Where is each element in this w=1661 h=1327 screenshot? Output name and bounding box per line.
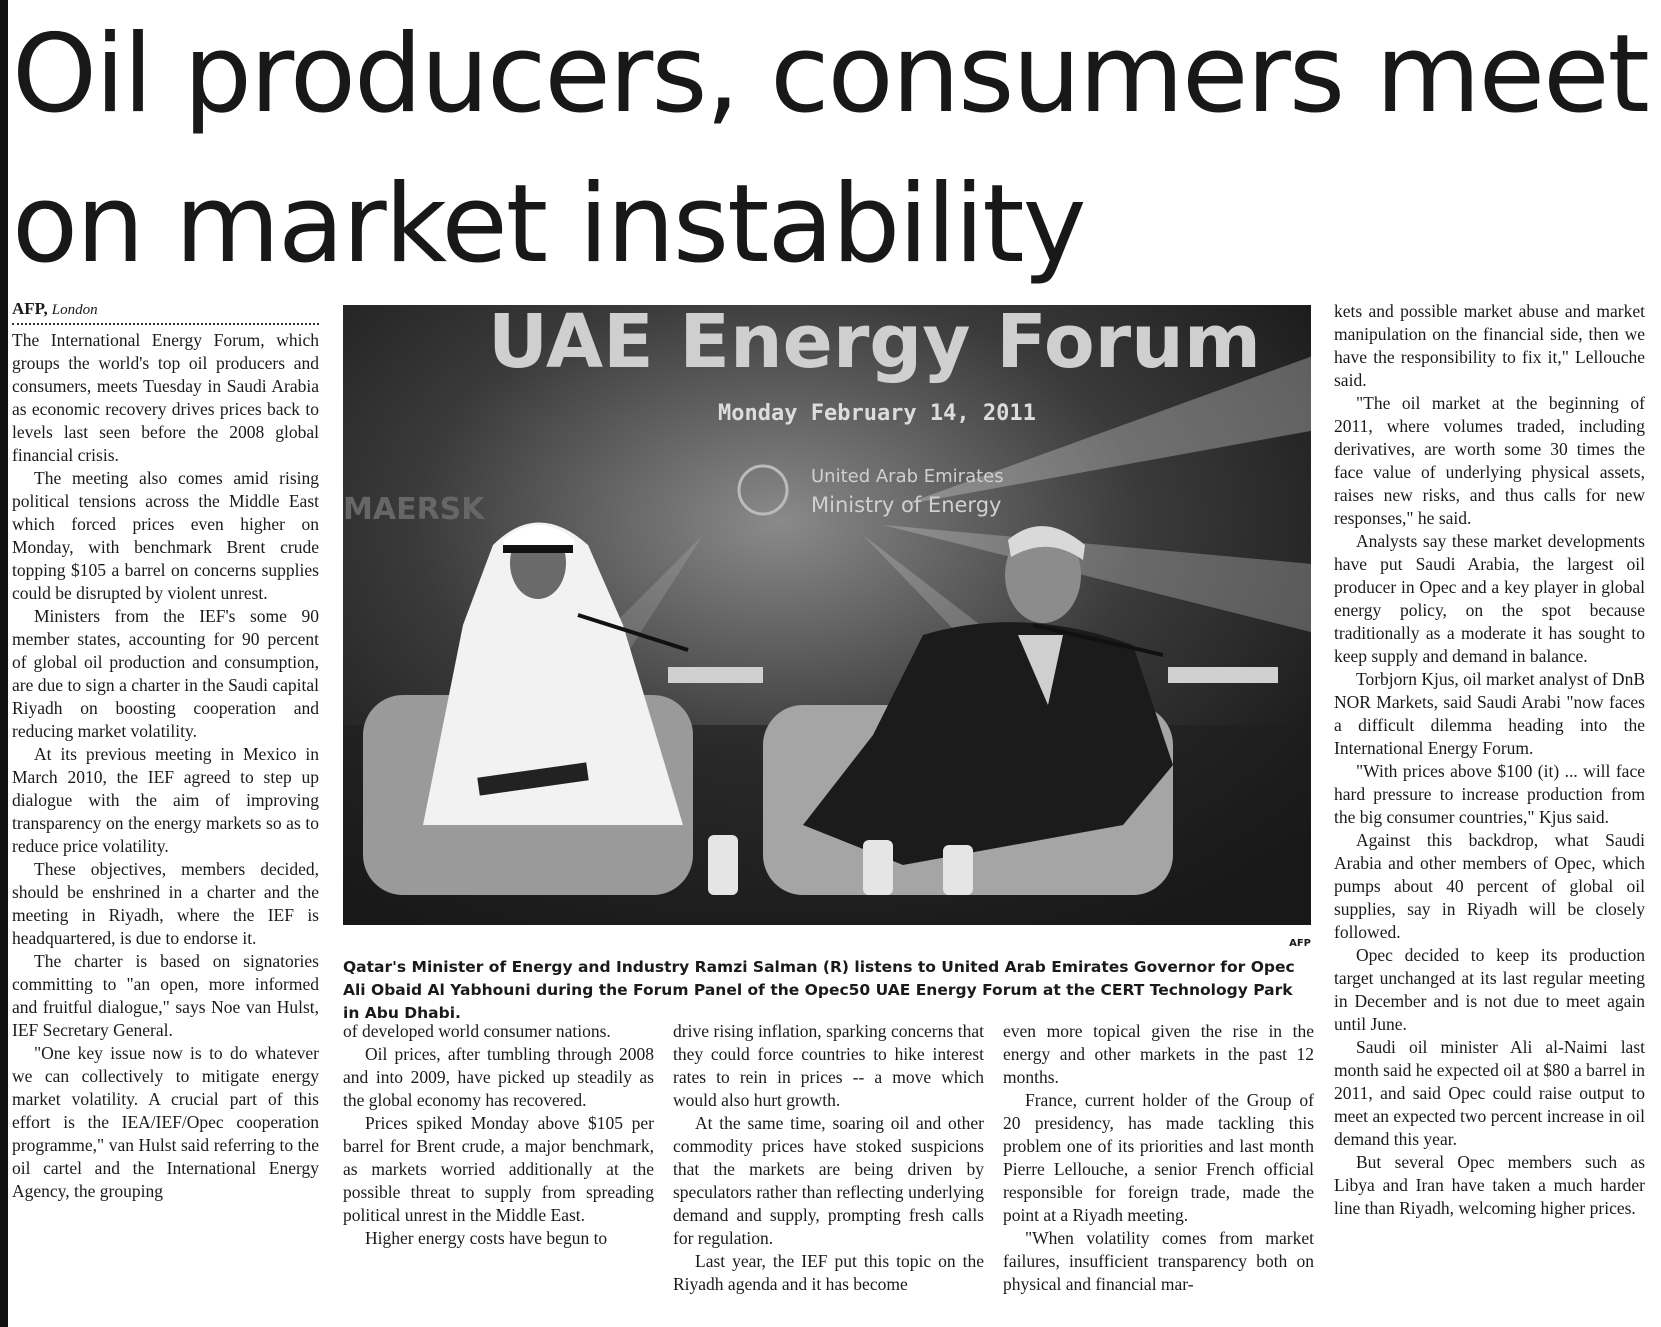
- paragraph: At its previous meeting in Mexico in March 2010, the IEF agreed to step up dialogue with the aim of improving transparency on the energy markets so as to reduce price volatility.: [12, 744, 319, 856]
- side-table-left: [668, 667, 763, 683]
- article-column-5: [1334, 300, 1645, 1220]
- paragraph: Saudi oil minister Ali al-Naimi last month said he expected oil at $80 a barrel in 2011, and said Opec could raise output to meet an expected two percent increase in oil demand this year.: [1334, 1037, 1645, 1149]
- side-table-right: [1168, 667, 1278, 683]
- byline-agency: AFP,: [12, 299, 48, 318]
- paragraph: "One key issue now is to do whatever we can collectively to mitigate energy market volatility. A crucial part of this effort is the IEA/IEF/Opec cooperation programme," van Hulst said referring to the oil cartel and the International Energy Agency, the grouping: [12, 1043, 319, 1201]
- paragraph: Last year, the IEF put this topic on the Riyadh agenda and it has become: [673, 1251, 984, 1294]
- speaker-left-agal: [503, 545, 573, 553]
- paragraph: "With prices above $100 (it) ... will face hard pressure to increase production from the big consumer countries," Kjus said.: [1334, 761, 1645, 827]
- screen-side-logo: MAERSK: [343, 492, 485, 527]
- water-bottle: [708, 835, 738, 895]
- paragraph: Ministers from the IEF's some 90 member states, accounting for 90 percent of global oil production and consumption, are due to sign a charter in the Saudi capital Riyadh on boosting cooperation and reducing market volatility.: [12, 606, 319, 741]
- paragraph: Opec decided to keep its production target unchanged at its last regular meeting in December and is not due to meet again until June.: [1334, 945, 1645, 1034]
- paragraph: The meeting also comes amid rising political tensions across the Middle East which forced prices even higher on Monday, with benchmark Brent crude topping $105 a barrel on concerns supplies could be disrupted by violent unrest.: [12, 468, 319, 603]
- paragraph: of developed world consumer nations.: [343, 1021, 611, 1041]
- paragraph: Analysts say these market developments have put Saudi Arabia, the largest oil producer in Opec and a key player in global energy policy, on the spot because traditionally as a moderate it has sought to keep supply and demand in balance.: [1334, 531, 1645, 666]
- article-column-1: [12, 298, 319, 1203]
- byline: [12, 298, 319, 321]
- article-column-4: [1003, 1020, 1314, 1296]
- paragraph: But several Opec members such as Libya and Iran have taken a much harder line than Riyadh, welcoming higher prices.: [1334, 1152, 1645, 1218]
- paragraph: even more topical given the rise in the energy and other markets in the past 12 months.: [1003, 1021, 1314, 1087]
- screen-title: UAE Energy Forum: [488, 305, 1261, 385]
- paragraph: The charter is based on signatories committing to "an open, more informed and fruitful dialogue," says Noe van Hulst, IEF Secretary General.: [12, 951, 319, 1040]
- article-column-3: [673, 1020, 984, 1296]
- news-photo: [343, 305, 1311, 925]
- paragraph: "The oil market at the beginning of 2011, where volumes traded, including derivatives, are worth some 30 times the face value of underlying physical assets, raises new risks, and thus calls for new responses," he said.: [1334, 393, 1645, 528]
- paragraph: Oil prices, after tumbling through 2008 and into 2009, have picked up steadily as the global economy has recovered.: [343, 1044, 654, 1110]
- byline-place: London: [51, 302, 98, 318]
- page-edge-bar: [0, 0, 8, 1327]
- water-bottle: [943, 845, 973, 895]
- paragraph: drive rising inflation, sparking concerns that they could force countries to hike interest rates to rein in prices -- a move which would also hurt growth.: [673, 1021, 984, 1110]
- article-column-2: [343, 1020, 654, 1250]
- paragraph: At the same time, soaring oil and other commodity prices have stoked suspicions that the markets are being driven by speculators rather than reflecting underlying demand and supply, prompting fresh calls for regulation.: [673, 1113, 984, 1248]
- water-bottle: [863, 840, 893, 895]
- paragraph: Prices spiked Monday above $105 per barrel for Brent crude, a major benchmark, as markets worried additionally at the possible threat to supply from spreading political unrest in the Middle East.: [343, 1113, 654, 1225]
- photo-caption: Qatar's Minister of Energy and Industry Ramzi Salman (R) listens to United Arab Emirates Governor for Opec Ali Obaid Al Yabhouni during the Forum Panel of the Opec50 UAE Energy Forum at the CERT Technology Park in Abu Dhabi.: [343, 958, 1295, 1022]
- screen-org-line2: Ministry of Energy: [811, 493, 1002, 517]
- photo-credit: AFP: [1289, 938, 1311, 949]
- screen-date: Monday February 14, 2011: [718, 401, 1036, 426]
- screen-org-line1: United Arab Emirates: [811, 466, 1004, 487]
- paragraph: These objectives, members decided, should be enshrined in a charter and the meeting in Riyadh, where the IEF is headquartered, is due to endorse it.: [12, 859, 319, 948]
- headline: Oil producers, consumers meet on market instability: [12, 12, 1648, 287]
- paragraph: Higher energy costs have begun to: [365, 1228, 608, 1248]
- paragraph: "When volatility comes from market failures, insufficient transparency both on physical and financial mar-: [1003, 1228, 1314, 1294]
- paragraph: Against this backdrop, what Saudi Arabia and other members of Opec, which pumps about 40 percent of global oil supplies, say in Riyadh will be closely followed.: [1334, 830, 1645, 942]
- paragraph: The International Energy Forum, which groups the world's top oil producers and consumers, meets Tuesday in Saudi Arabia as economic recovery drives prices back to levels last seen before the 2008 global financial crisis.: [12, 330, 319, 465]
- paragraph: France, current holder of the Group of 20 presidency, has made tackling this problem one of its priorities and last month Pierre Lellouche, a senior French official responsible for foreign trade, made the point at a Riyadh meeting.: [1003, 1090, 1314, 1225]
- dotted-rule: [12, 323, 319, 325]
- photo-illustration: [343, 305, 1311, 925]
- paragraph: Torbjorn Kjus, oil market analyst of DnB NOR Markets, said Saudi Arabi "now faces a difficult dilemma heading into the International Energy Forum.: [1334, 669, 1645, 758]
- paragraph: kets and possible market abuse and market manipulation on the financial side, then we have the responsibility to fix it," Lellouche said.: [1334, 301, 1645, 390]
